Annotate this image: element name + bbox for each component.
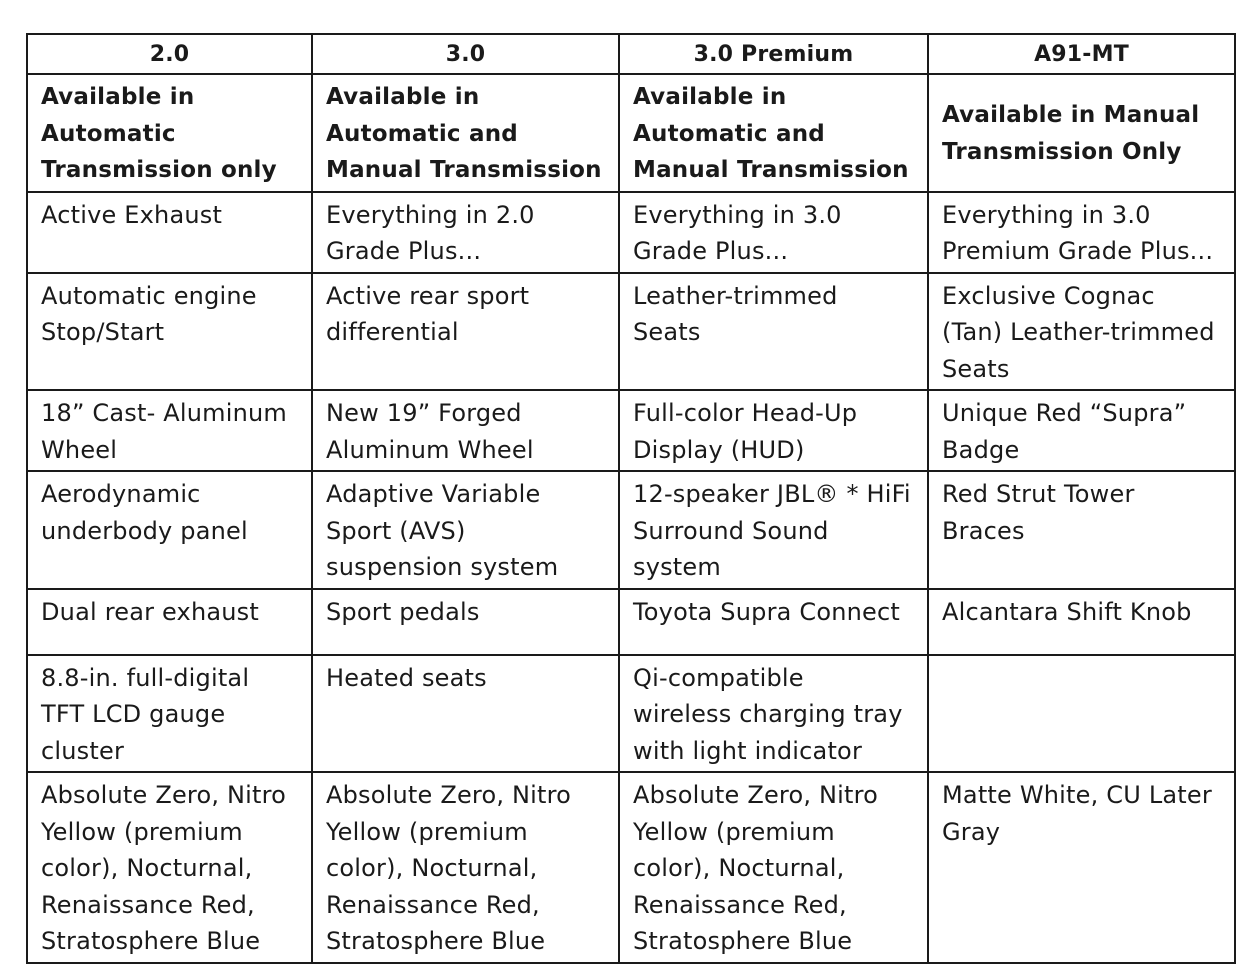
feature-cell: Everything in 3.0 Grade Plus... [619,192,928,273]
grade-comparison-table [26,33,1236,964]
availability-cell: Available in Automatic and Manual Transmission [312,74,619,192]
feature-cell: Everything in 3.0 Premium Grade Plus... [928,192,1235,273]
grade-header-row [27,34,1235,74]
availability-cell: Available in Manual Transmission Only [928,74,1235,192]
feature-cell: Heated seats [312,655,619,773]
feature-cell [928,655,1235,773]
feature-cell: Active rear sport differential [312,273,619,391]
color-options-cell: Absolute Zero, Nitro Yellow (premium color), Nocturnal, Renaissance Red, Stratosphere Blue [619,772,928,963]
availability-cell: Available in Automatic Transmission only [27,74,312,192]
feature-cell: Sport pedals [312,589,619,655]
feature-cell: Everything in 2.0 Grade Plus... [312,192,619,273]
feature-cell: Automatic engine Stop/Start [27,273,312,391]
grade-header-cell: 3.0 Premium [619,34,928,74]
grade-header-cell: A91-MT [928,34,1235,74]
table-row [27,772,1235,963]
feature-cell: Alcantara Shift Knob [928,589,1235,655]
feature-cell: Exclusive Cognac (Tan) Leather-trimmed Seats [928,273,1235,391]
feature-cell: New 19” Forged Aluminum Wheel [312,390,619,471]
feature-cell: 12-speaker JBL® * HiFi Surround Sound system [619,471,928,589]
feature-cell: 8.8-in. full-digital TFT LCD gauge cluster [27,655,312,773]
availability-cell: Available in Automatic and Manual Transmission [619,74,928,192]
feature-cell: Active Exhaust [27,192,312,273]
feature-cell: 18” Cast- Aluminum Wheel [27,390,312,471]
grade-header-cell: 3.0 [312,34,619,74]
grade-header-cell: 2.0 [27,34,312,74]
table-row [27,273,1235,391]
availability-row [27,74,1235,192]
color-options-cell: Absolute Zero, Nitro Yellow (premium color), Nocturnal, Renaissance Red, Stratosphere Blue [312,772,619,963]
feature-cell: Unique Red “Supra” Badge [928,390,1235,471]
feature-cell: Full-color Head-Up Display (HUD) [619,390,928,471]
table-row [27,589,1235,655]
table-row [27,192,1235,273]
table-row [27,471,1235,589]
feature-cell: Red Strut Tower Braces [928,471,1235,589]
feature-cell: Leather-trimmed Seats [619,273,928,391]
feature-cell: Dual rear exhaust [27,589,312,655]
table-row [27,655,1235,773]
table-row [27,390,1235,471]
color-options-cell: Matte White, CU Later Gray [928,772,1235,963]
feature-cell: Toyota Supra Connect [619,589,928,655]
feature-cell: Aerodynamic underbody panel [27,471,312,589]
feature-cell: Qi-compatible wireless charging tray with light indicator [619,655,928,773]
color-options-cell: Absolute Zero, Nitro Yellow (premium color), Nocturnal, Renaissance Red, Stratosphere Blue [27,772,312,963]
feature-cell: Adaptive Variable Sport (AVS) suspension system [312,471,619,589]
